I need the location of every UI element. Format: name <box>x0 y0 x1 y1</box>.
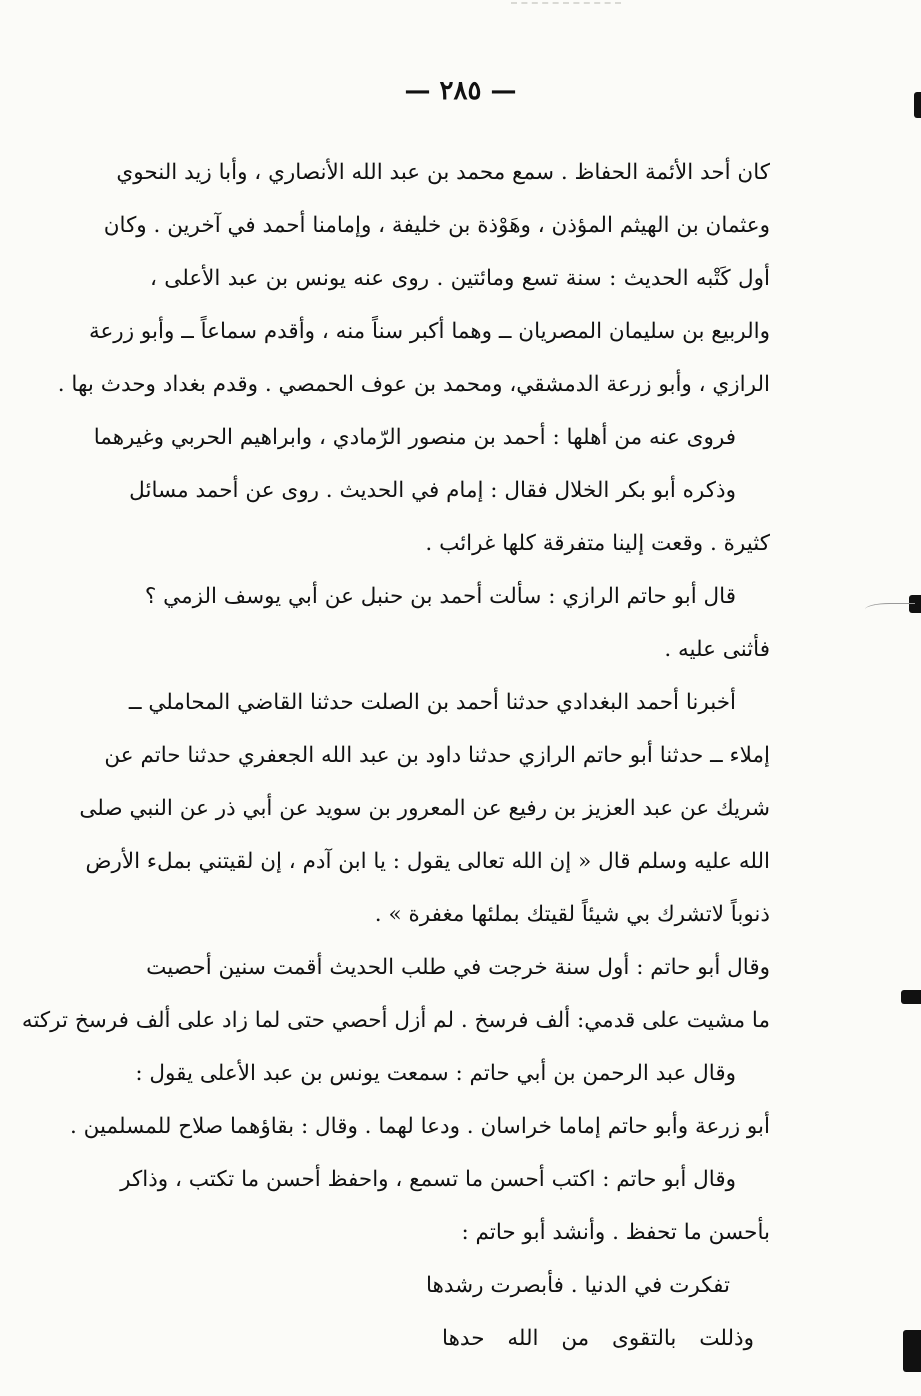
text-line: كثيرة . وقعت إلينا متفرقة كلها غرائب . <box>425 531 770 556</box>
scan-edge-mark <box>903 1330 921 1372</box>
text-line: كان أحد الأئمة الحفاظ . سمع محمد بن عبد الله الأنصاري ، وأبا زيد النحوي <box>116 160 770 185</box>
text-line: وقال أبو حاتم : اكتب أحسن ما تسمع ، واحفظ أحسن ما تكتب ، وذاكر <box>120 1167 736 1192</box>
text-line: الله عليه وسلم قال « إن الله تعالى يقول : يا ابن آدم ، إن لقيتني بملء الأرض <box>85 849 770 874</box>
text-line: أبو زرعة وأبو حاتم إماما خراسان . ودعا لهما . وقال : بقاؤهما صلاح للمسلمين . <box>70 1114 770 1139</box>
text-line: فأثنى عليه . <box>664 637 770 662</box>
text-line: فروى عنه من أهلها : أحمد بن منصور الرّمادي ، وابراهيم الحربي وغيرهما <box>93 425 736 450</box>
body-text <box>21 146 770 1365</box>
text-line: والربيع بن سليمان المصريان ــ وهما أكبر سناً منه ، وأقدم سماعاً ــ وأبو زرعة <box>88 319 770 344</box>
text-line: وعثمان بن الهيثم المؤذن ، وهَوْذة بن خليفة ، وإمامنا أحمد في آخرين . وكان <box>103 213 770 238</box>
text-line: ذنوباً لاتشرك بي شيئاً لقيتك بملئها مغفرة » . <box>374 902 770 927</box>
text-line: شريك عن عبد العزيز بن رفيع عن المعرور بن سويد عن أبي ذر عن النبي صلى <box>79 796 770 821</box>
text-line: وقال أبو حاتم : أول سنة خرجت في طلب الحديث أقمت سنين أحصيت <box>146 955 770 980</box>
page-number: — ٢٨٥ — <box>404 76 517 106</box>
scan-edge-mark <box>914 92 921 118</box>
text-line: بأحسن ما تحفظ . وأنشد أبو حاتم : <box>461 1220 770 1245</box>
page-top-smudge <box>511 2 621 12</box>
scan-ink-wisp <box>865 603 915 616</box>
text-line: أخبرنا أحمد البغدادي حدثنا أحمد بن الصلت حدثنا القاضي المحاملي ــ <box>128 690 736 715</box>
text-line: أول كَتْبه الحديث : سنة تسع ومائتين . روى عنه يونس بن عبد الأعلى ، <box>150 266 770 291</box>
verse-line: تفكرت في الدنيا . فأبصرت رشدها <box>425 1273 730 1298</box>
text-line: ما مشيت على قدمي: ألف فرسخ . لم أزل أحصي حتى لما زاد على ألف فرسخ تركته <box>21 1008 770 1033</box>
text-line: قال أبو حاتم الرازي : سألت أحمد بن حنبل عن أبي يوسف الزمي ؟ <box>144 584 736 609</box>
text-line: الرازي ، وأبو زرعة الدمشقي، ومحمد بن عوف الحمصي . وقدم بغداد وحدث بها . <box>57 372 770 397</box>
scan-edge-mark <box>901 990 921 1004</box>
text-line: وقال عبد الرحمن بن أبي حاتم : سمعت يونس بن عبد الأعلى يقول : <box>135 1061 736 1086</box>
text-line: إملاء ــ حدثنا أبو حاتم الرازي حدثنا داود بن عبد الله الجعفري حدثنا حاتم عن <box>104 743 770 768</box>
verse-line: وذللت بالتقوى من الله حدها <box>442 1326 754 1351</box>
text-line: وذكره أبو بكر الخلال فقال : إمام في الحديث . روى عن أحمد مسائل <box>129 478 736 503</box>
